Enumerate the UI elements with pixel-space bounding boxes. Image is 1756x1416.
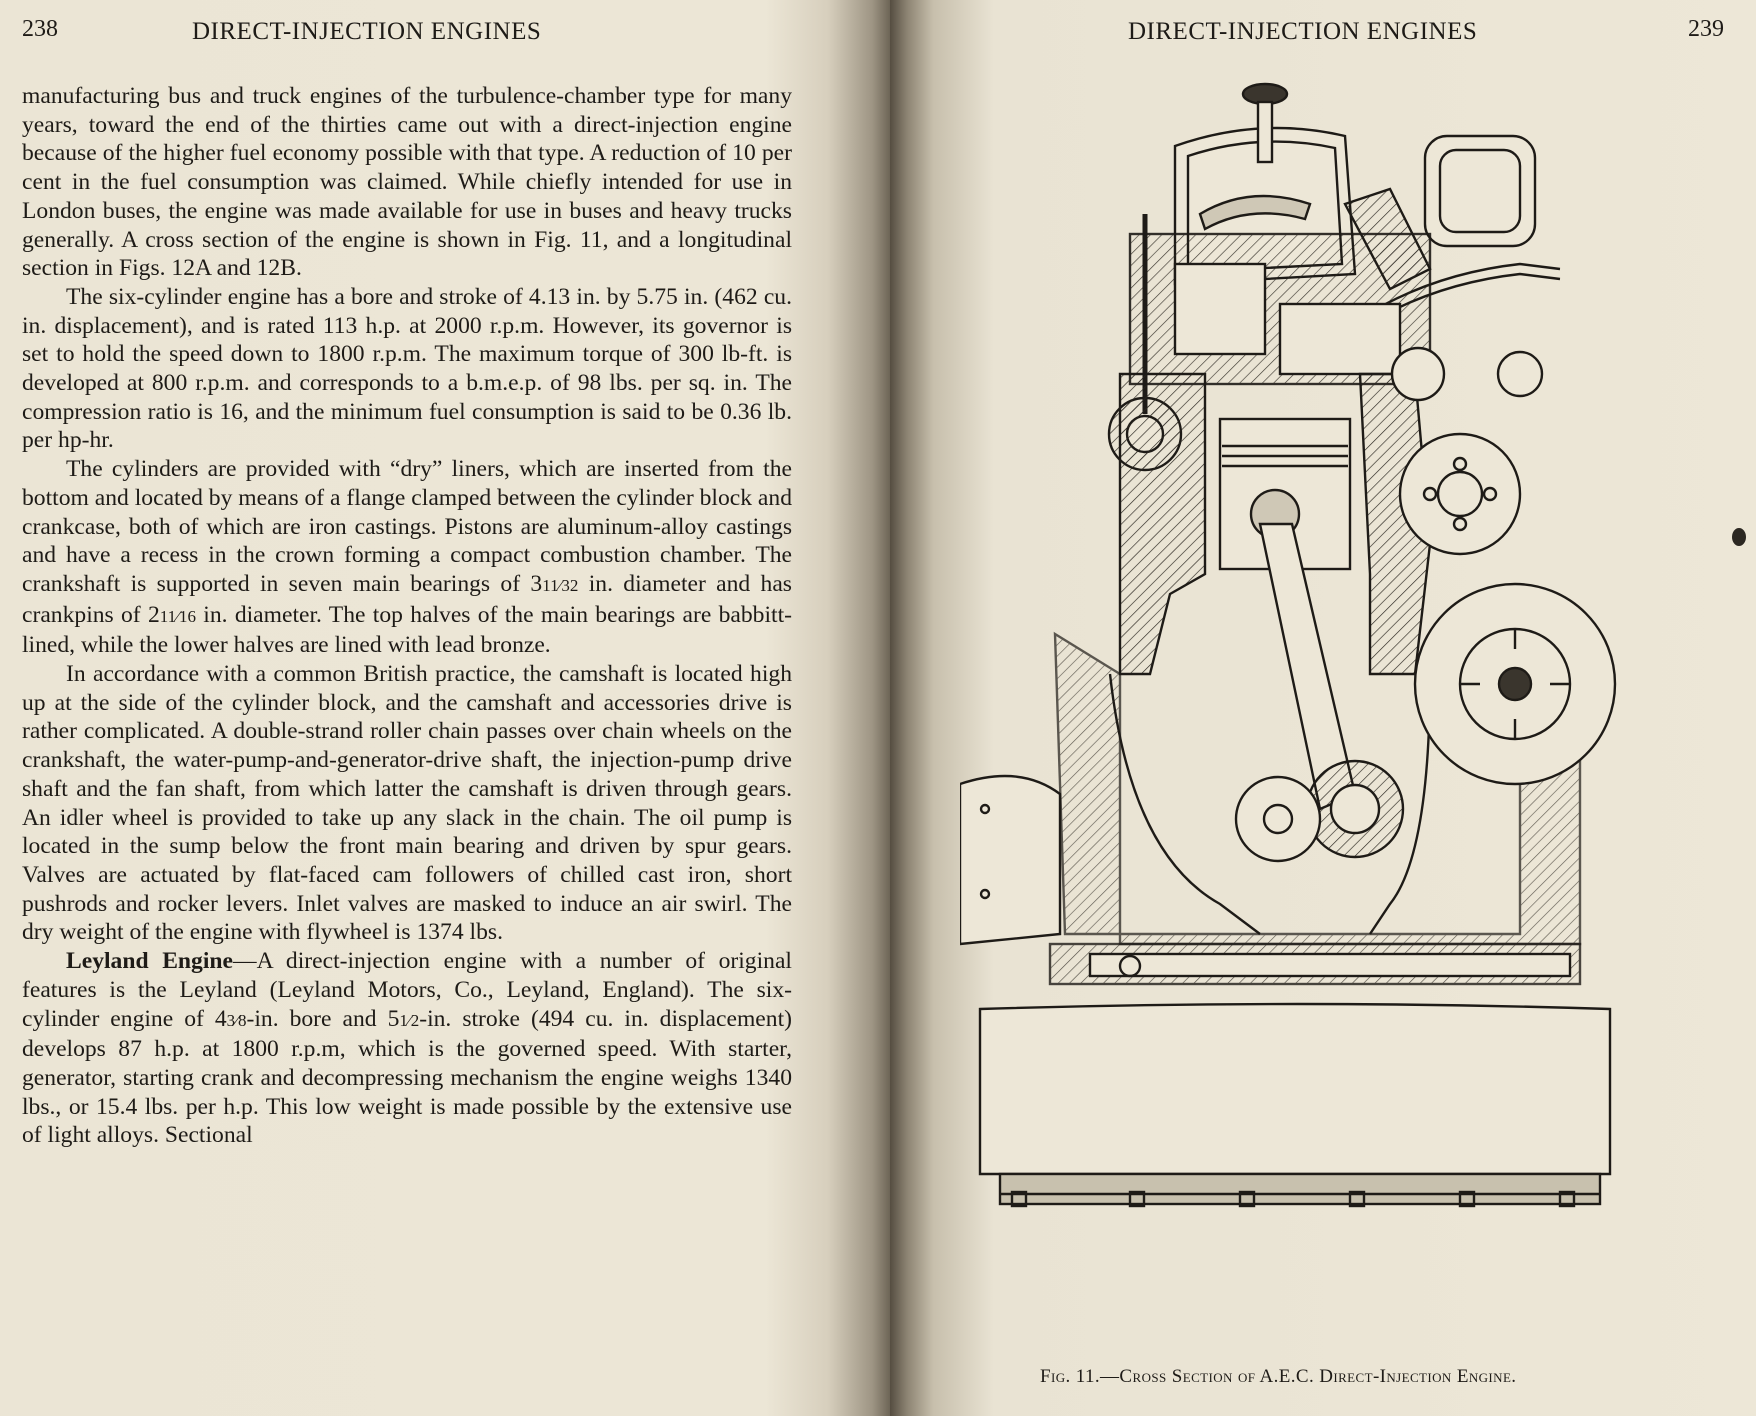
generator (1400, 434, 1520, 554)
paragraph-3-part-a: The cylinders are provided with “dry” liners, which are inserted from the bottom and located by means of a flange clamped between the cylinder block and crankcase, both of which are iron castings. Pistons are aluminum-alloy castings and have a recess in the crown forming a compact combustion chamber. The crankshaft is supported in seven main bearings of 3 (22, 456, 792, 597)
paragraph-5-part-c: -in. stroke (494 cu. in. displacement) develops 87 h.p. at 1800 r.p.m, which is the governed speed. With starter, generator, starting crank and decompressing mechanism the engine weighs 1340 lbs., or 15.4 lbs. per h.p. This low weight is made possible by the extensive use of light alloys. Sectional (22, 1005, 792, 1149)
paragraph-5-part-b: -in. bore and 5 (246, 1005, 400, 1032)
engine-cross-section-drawing (960, 74, 1650, 1364)
running-head-left: DIRECT-INJECTION ENGINES (192, 18, 542, 45)
cap-stem (1258, 102, 1272, 162)
page-number-right: 239 (1688, 16, 1724, 42)
paragraph-5-part-a: —A direct-injection engine with a number of original features is the Leyland (Leyland Motors, Co., Leyland, England). The six-cylinder engine of 4 (22, 948, 792, 1032)
starter-housing (960, 776, 1060, 944)
figure-caption: Fig. 11.—Cross Section of A.E.C. Direct-Injection Engine. (1040, 1366, 1517, 1387)
ink-spot (1732, 528, 1746, 546)
running-head-right: DIRECT-INJECTION ENGINES (1128, 18, 1478, 45)
engine-cross-section-figure (960, 74, 1650, 1364)
fuel-pump-fitting (1498, 352, 1542, 396)
paragraph-3-part-c: in. diameter. The top halves of the main bearings are babbitt-lined, while the lower halves are lined with lead bronze. (22, 601, 792, 659)
paragraph-5 (22, 947, 792, 1150)
paragraph-3-part-b: in. diameter and has crankpins of 2 (22, 570, 792, 628)
paragraph-3 (22, 455, 792, 660)
paragraph-2: The six-cylinder engine has a bore and stroke of 4.13 in. by 5.75 in. (462 cu. in. displacement), and is rated 113 h.p. at 2000 r.p.m. However, its governor is set to hold the speed down to 1800 r.p.m. The maximum torque of 300 lb-ft. is developed at 800 r.p.m. and corresponds to a b.m.e.p. of 98 lbs. per sq. in. The compression ratio is 16, and the minimum fuel consumption is said to be 0.36 lb. per hp-hr. (22, 283, 792, 454)
paragraph-4: In accordance with a common British practice, the camshaft is located high up at the side of the cylinder block, and the camshaft and accessories drive is rather complicated. A double-strand roller chain passes over chain wheels on the crankshaft, the water-pump-and-generator-drive shaft, the injection-pump drive shaft and the fan shaft, from which latter the camshaft is driven through gears. An idler wheel is provided to take up any slack in the chain. The oil pump is located in the sump below the front main bearing and driven by spur gears. Valves are actuated by flat-faced cam followers of chilled cast iron, short pushrods and rocker levers. Inlet valves are masked to induce an air swirl. The dry weight of the engine with flywheel is 1374 lbs. (22, 661, 792, 946)
fraction-bore: 3⁄8 (226, 1010, 247, 1030)
page-number-left: 238 (22, 16, 58, 42)
inlet-manifold (1425, 136, 1535, 246)
oil-sump (980, 1004, 1610, 1174)
sump-base (1000, 1174, 1600, 1204)
fraction-stroke: 1⁄2 (399, 1010, 420, 1030)
oil-filter (1392, 348, 1444, 400)
right-page (890, 0, 1756, 1416)
fraction-bearing-diameter: 11⁄32 (542, 575, 579, 595)
crankshaft-main (1236, 777, 1320, 861)
section-heading-leyland-engine: Leyland Engine (66, 948, 233, 975)
body-text (22, 82, 792, 1150)
cylinder-block-left (1120, 374, 1205, 674)
fraction-crankpin-diameter: 11⁄16 (159, 606, 196, 626)
paragraph-1: manufacturing bus and truck engines of the turbulence-chamber type for many years, toward the end of the thirties came out with a direct-injection engine because of the higher fuel economy possible with that type. A reduction of 10 per cent in the fuel consumption was claimed. While chiefly intended for use in London buses, the engine was made available for use in buses and heavy trucks generally. A cross section of the engine is shown in Fig. 11, and a longitudinal section in Figs. 12A and 12B. (22, 83, 792, 282)
